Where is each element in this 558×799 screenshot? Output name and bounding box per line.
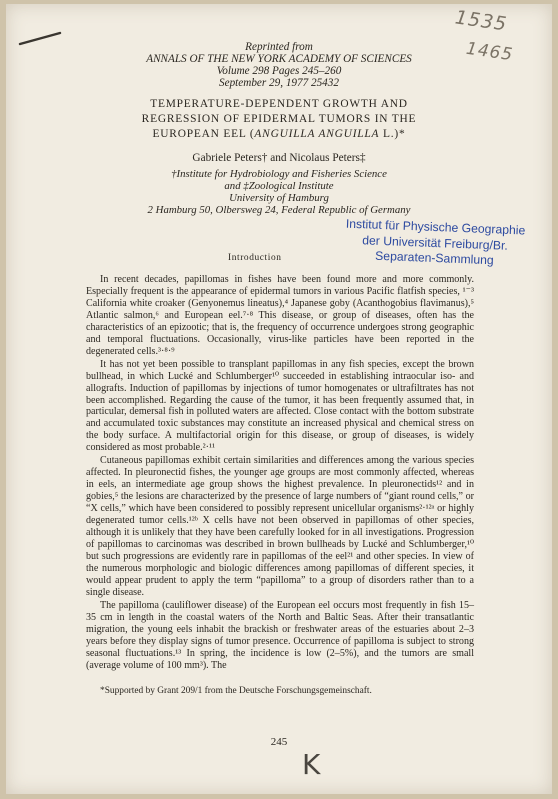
reprint-journal: ANNALS OF THE NEW YORK ACADEMY OF SCIENCES: [146, 53, 412, 65]
section-heading-introduction: Introduction: [228, 253, 282, 263]
page-number: 245: [270, 736, 288, 748]
title-species-name: ANGUILLA ANGUILLA: [254, 128, 380, 140]
reprint-line-1: Reprinted from: [245, 41, 313, 53]
affiliation-line-1: †Institute for Hydrobiology and Fisheries Science: [171, 168, 387, 180]
affiliation-line-4: 2 Hamburg 50, Olbersweg 24, Federal Republic of Germany: [147, 204, 411, 216]
paragraph-1: In recent decades, papillomas in fishes have been found more and more commonly. Especially frequent is the appearance of epidermal tumors in various Pacific flatfish species, ¹⁻³ California white croaker (Genyonemus lineatus),⁴ Japanese goby (Acanthogobius flavimanus),⁵ Atlantic salmon,⁶ and European eel.⁷·⁸ This disease, or group of diseases, often has the characteristics of an epizootic; that is, the frequency of occurrence undergoes strong geographic and temporal fluctuations. Occasionally, virus-like particles have been reported in the degenerated cells.³·⁸·⁹: [86, 274, 474, 357]
footnote: *Supported by Grant 209/1 from the Deutsche Forschungsgemeinschaft.: [100, 686, 372, 696]
stamp-line-1: Institut für Physische Geographie: [345, 216, 526, 238]
title-line-1: TEMPERATURE-DEPENDENT GROWTH AND: [150, 98, 408, 110]
library-stamp: [329, 216, 541, 271]
title-line-2: REGRESSION OF EPIDERMAL TUMORS IN THE: [141, 113, 417, 125]
stamp-line-3: Separaten-Sammlung: [374, 248, 494, 268]
affiliation-line-2: and ‡Zoological Institute: [224, 180, 334, 192]
reprint-volume: Volume 298 Pages 245–260: [216, 65, 342, 77]
paragraph-2: It has not yet been possible to transplant papillomas in any fish species, except the brown bullhead, in which Lucké and Schlumberger¹⁰ succeeded in establishing intraocular iso- and allografts. Induction of papillomas by injections of tumor homogenates or ultrafiltrates has not been accomplished. Regarding the cause of the tumor, it has been frequently assumed that, in particular, demersal fish in polluted waters are affected. Close contact with the bottom substrate and accumulated toxic substances may constitute an increased physical and chemical stress on the body surface. A multifactorial origin for this disease, or group of diseases, is widely considered as most probable.²·¹¹: [86, 358, 474, 454]
handwritten-initial: K: [302, 748, 321, 781]
title-line-3-end: L.)*: [379, 128, 406, 140]
title-line-3: [0, 127, 558, 141]
title-line-3-start: EUROPEAN EEL (: [152, 128, 255, 140]
paragraph-3: Cutaneous papillomas exhibit certain similarities and differences among the various species affected. In pleuronectid fishes, the younger age groups are most commonly affected, whereas in eels, an intermediate age group shows the highest prevalence. In pleuronectids¹² and in gobies,⁵ the lesions are characterized by the presence of large numbers of “giant round cells,” or “X cells,” which have been considered to possibly represent unicellular organisms²·¹²ᵃ or highly degenerated tumor cells.¹²ᵇ X cells have not been observed in papillomas of other species, although it is unlikely that they have been carefully looked for in all investigations. Progression of papillomas to carcinomas was described in brown bullheads by Lucké and Schlumberger,¹⁰ but such progressions are evidently rare in papillomas of the eel²¹ and other species. In view of the numerous morphologic and biologic differences among papillomas of different species, it would appear prudent to apply the term “papilloma” to a group of disorders rather than to a single disease.: [86, 455, 474, 598]
authors: Gabriele Peters† and Nicolaus Peters‡: [192, 152, 366, 164]
body-text: [86, 274, 474, 671]
reprint-date: September 29, 1977 25432: [219, 77, 339, 89]
handwritten-number-top: 1535: [453, 6, 509, 36]
paragraph-4: The papilloma (cauliflower disease) of the European eel occurs most frequently in fish 15–35 cm in length in the coastal waters of the North and Baltic Seas. After their transatlantic migration, the young eels inhabit the brackish or freshwater areas of the estuaries about 2–3 years before they display signs of tumor presence. Occurrence of papilloma is subject to strong seasonal fluctuations.¹³ In spring, the incidence is low (2–5%), and the tumors are small (average volume of 100 mm³). The: [86, 599, 474, 671]
affiliation-line-3: University of Hamburg: [229, 192, 329, 204]
stamp-line-2: der Universität Freiburg/Br.: [362, 232, 509, 253]
handwritten-number-bottom: 1465: [464, 38, 515, 66]
